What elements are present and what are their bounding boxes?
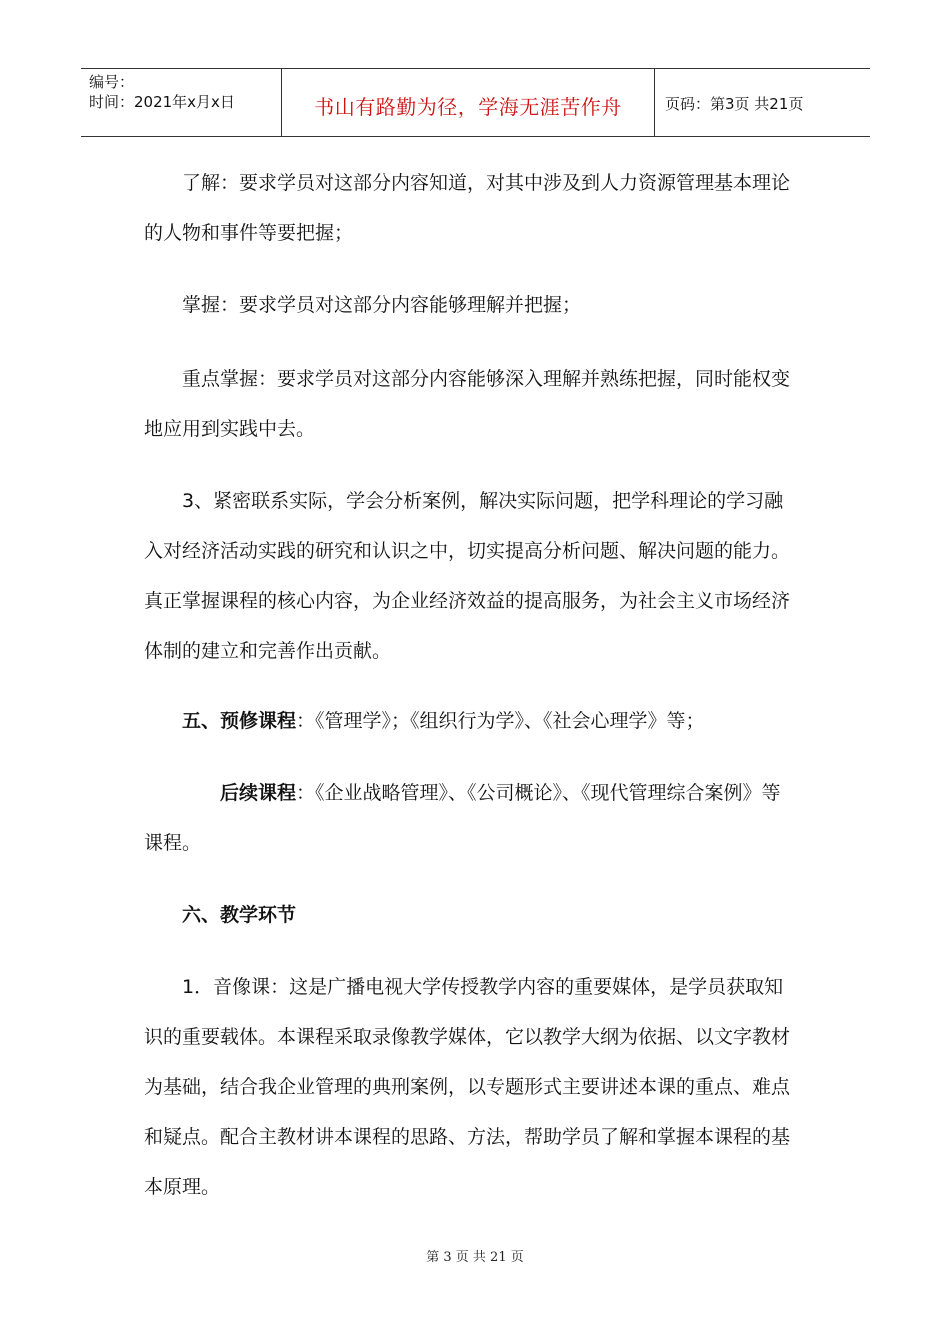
prerequisite-text: ：《管理学》；《组织行为学》、《社会心理学》等； <box>296 710 705 732</box>
paragraph-av-course <box>144 962 796 1212</box>
paragraph-understand <box>144 158 796 258</box>
section-heading-teaching <box>144 890 796 940</box>
document-number: 编号： <box>89 73 135 91</box>
paragraph-practice-text: 3、紧密联系实际，学会分析案例，解决实际问题，把学科理论的学习融入对经济活动实践的研究和认识之中，切实提高分析问题、解决问题的能力。真正掌握课程的核心内容，为企业经济效益的提高服务，为社会主义市场经济体制的建立和完善作出贡献。 <box>144 490 791 662</box>
header-cell-page <box>655 69 870 136</box>
header-cell-motto <box>282 69 655 136</box>
document-time: 时间：2021年x月x日 <box>89 93 235 111</box>
paragraph-key-master-text: 重点掌握：要求学员对这部分内容能够深入理解并熟练把握，同时能权变地应用到实践中去。 <box>144 368 791 440</box>
header-cell-info <box>81 69 282 136</box>
header-table <box>81 68 870 137</box>
paragraph-prerequisite <box>144 696 796 746</box>
paragraph-followup <box>144 768 796 868</box>
prerequisite-heading: 五、预修课程 <box>182 710 297 732</box>
header-motto: 书山有路勤为径，学海无涯苦作舟 <box>314 95 622 119</box>
paragraph-av-course-text: 1．音像课：这是广播电视大学传授教学内容的重要媒体，是学员获取知识的重要载体。本课程采取录像教学媒体，它以教学大纲为依据、以文字教材为基础，结合我企业管理的典刑案例，以专题形式主要讲述本课的重点、难点和疑点。配合主教材讲本课程的思路、方法，帮助学员了解和掌握本课程的基本原理。 <box>144 976 791 1198</box>
teaching-heading: 六、教学环节 <box>182 904 297 926</box>
header-page-number: 页码：第3页 共21页 <box>665 95 804 113</box>
paragraph-master <box>144 280 796 330</box>
followup-heading: 后续课程 <box>220 782 297 804</box>
paragraph-understand-text: 了解：要求学员对这部分内容知道，对其中涉及到人力资源管理基本理论的人物和事件等要把握； <box>144 172 791 244</box>
paragraph-practice <box>144 476 796 676</box>
paragraph-master-text: 掌握：要求学员对这部分内容能够理解并把握； <box>182 294 582 316</box>
followup-text: ：《企业战略管理》、《公司概论》、《现代管理综合案例》等课程。 <box>144 782 781 854</box>
page-footer: 第 3 页 共 21 页 <box>426 1250 524 1265</box>
paragraph-key-master <box>144 354 796 454</box>
